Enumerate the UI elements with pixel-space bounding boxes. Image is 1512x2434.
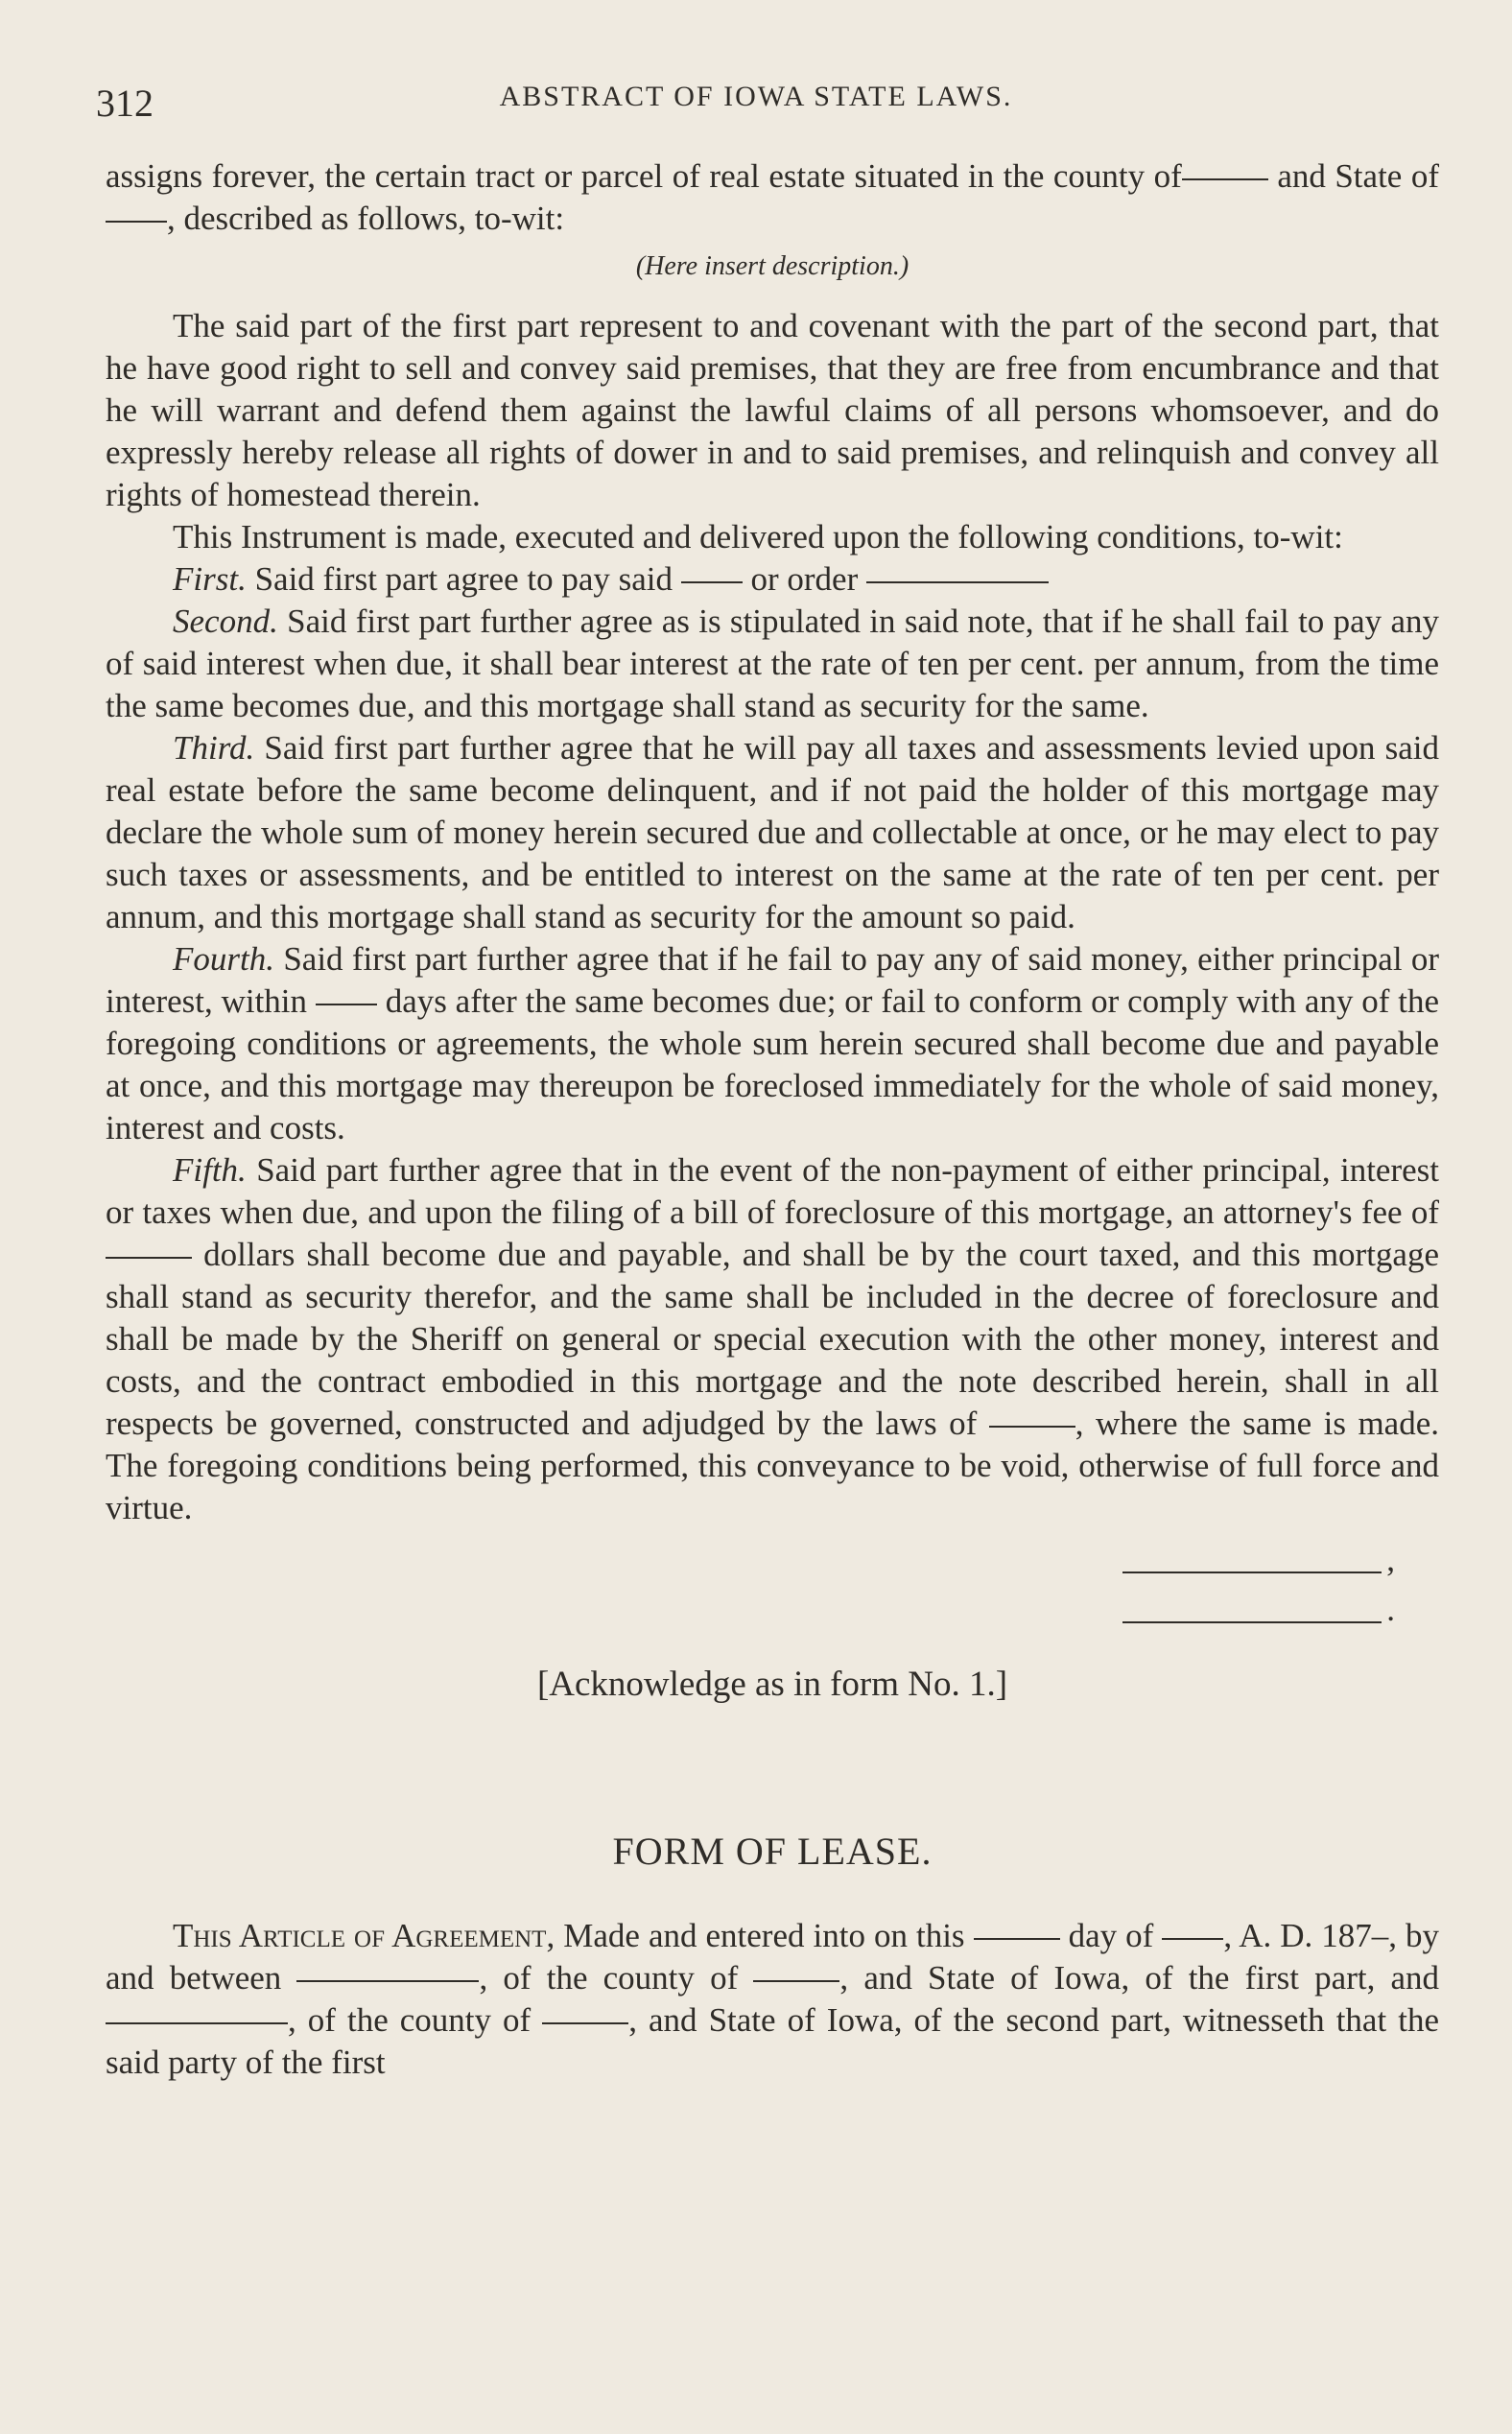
- blank-line: [866, 581, 1049, 583]
- fourth-condition-text-b: days after the same becomes due; or fail to conform or comply with any of the foregoing conditions or agreements, the whole sum herein secured shall become due and payable at once, and this mortgage may thereupon be foreclosed immediately for the whole of said money, interest and costs.: [106, 982, 1440, 1146]
- first-condition-text-b: or order: [750, 560, 859, 598]
- fifth-condition-label: Fifth.: [173, 1151, 247, 1189]
- third-condition: [106, 727, 1439, 938]
- first-condition: [106, 558, 1439, 601]
- blank-line: [1162, 1938, 1223, 1940]
- mortgage-opening-paragraph: [106, 155, 1439, 240]
- acknowledgement-note: [Acknowledge as in form No. 1.]: [536, 1665, 1008, 1704]
- second-condition: [106, 601, 1439, 727]
- form-title: FORM OF LEASE.: [612, 1830, 933, 1873]
- lease-text-e: , and State of Iowa, of the first part, and: [839, 1959, 1440, 1997]
- first-condition-label: First.: [173, 560, 247, 598]
- signature-block: [106, 1541, 1439, 1650]
- blank-line: [316, 1004, 377, 1005]
- blank-line: [974, 1938, 1060, 1940]
- lease-text-a: Made and entered into on this: [563, 1917, 965, 1954]
- blank-line: [296, 1980, 479, 1982]
- blank-line: [753, 1980, 839, 1982]
- blank-line: [542, 2022, 628, 2024]
- fifth-condition-text-c: , where the same is made. The foregoing conditions being performed, this conveyance to be void, otherwise of full force and virtue.: [106, 1405, 1439, 1526]
- running-head: ABSTRACT OF IOWA STATE LAWS.: [499, 81, 1013, 112]
- page-header: [0, 81, 1512, 129]
- third-condition-label: Third.: [173, 729, 255, 767]
- lease-text-f: , of the county of: [288, 2001, 532, 2039]
- third-condition-text: Said first part further agree that he will pay all taxes and assessments levied upon said real estate before the same become delinquent, and if not paid the holder of this mortgage may declare the whole sum of money herein secured due and collectable at once, or he may elect to pay such taxes or assessments, and be entitled to interest on the same at the rate of ten per cent. per annum, and this mortgage shall stand as security for the amount so paid.: [106, 729, 1439, 935]
- opening-text-a: assigns forever, the certain tract or parcel of real estate situated in the county of: [106, 157, 1182, 195]
- second-condition-text: Said first part further agree as is stipulated in said note, that if he shall fail to pay any of said interest when due, it shall bear interest at the rate of ten per cent. per annum, from the time the same becomes due, and this mortgage shall stand as security for the same.: [106, 603, 1440, 724]
- fifth-condition-text-a: Said part further agree that in the event of the non-payment of either principal, interest or taxes when due, and upon the filing of a bill of foreclosure of this mortgage, an attorney's fee of: [106, 1151, 1440, 1231]
- instrument-paragraph: This Instrument is made, executed and delivered upon the following conditions, to-wit:: [173, 518, 1343, 555]
- lease-text-c: , A. D. 187–, by and between: [106, 1917, 1440, 1997]
- lease-text-g: , and State of Iowa, of the second part, witnesseth that the said party of the first: [106, 2001, 1439, 2081]
- blank-line: [106, 2022, 288, 2024]
- lease-text-b: day of: [1068, 1917, 1154, 1954]
- blank-line: [681, 581, 743, 583]
- blank-line: [989, 1426, 1075, 1428]
- first-condition-text-a: Said first part agree to pay said: [254, 560, 673, 598]
- blank-line: [106, 1257, 192, 1259]
- lease-lead: This Article of Agreement,: [173, 1917, 555, 1954]
- fourth-condition: [106, 938, 1439, 1149]
- fourth-condition-text-a: Said first part further agree that if he fail to pay any of said money, either principal or interest, within: [106, 940, 1440, 1020]
- lease-text-d: , of the county of: [479, 1959, 739, 1997]
- fifth-condition-text-b: dollars shall become due and payable, and shall be by the court taxed, and this mortgage shall stand as security therefor, and the same shall be included in the decree of foreclosure and shall be made by the Sheriff on general or special execution with the other money, interest and costs, and the contract embodied in this mortgage and the note described herein, shall in all respects be governed, constructed and adjudged by the laws of: [106, 1236, 1439, 1442]
- signature-period: .: [1386, 1591, 1395, 1628]
- page-number: 312: [96, 82, 154, 125]
- fourth-condition-label: Fourth.: [173, 940, 274, 978]
- signature-comma: ,: [1386, 1541, 1395, 1578]
- page-body: [106, 155, 1439, 2084]
- opening-text-c: , described as follows, to-wit:: [167, 200, 565, 237]
- fifth-condition: [106, 1149, 1439, 1529]
- opening-text-b: and State of: [1277, 157, 1439, 195]
- signature-line: [1122, 1571, 1382, 1573]
- blank-line: [106, 221, 167, 223]
- signature-line: [1122, 1621, 1382, 1623]
- covenant-paragraph: The said part of the first part represent to and covenant with the part of the second part, that he have good right to sell and convey said premises, that they are free from encumbrance and that he will warrant and defend them against the lawful claims of all persons whomsoever, and do expressly hereby release all rights of dower in and to said premises, and relinquish and convey all rights of homestead therein.: [106, 307, 1439, 513]
- blank-line: [1182, 178, 1268, 180]
- second-condition-label: Second.: [173, 603, 278, 640]
- lease-opening-paragraph: [106, 1915, 1439, 2084]
- description-note: (Here insert description.): [635, 251, 910, 281]
